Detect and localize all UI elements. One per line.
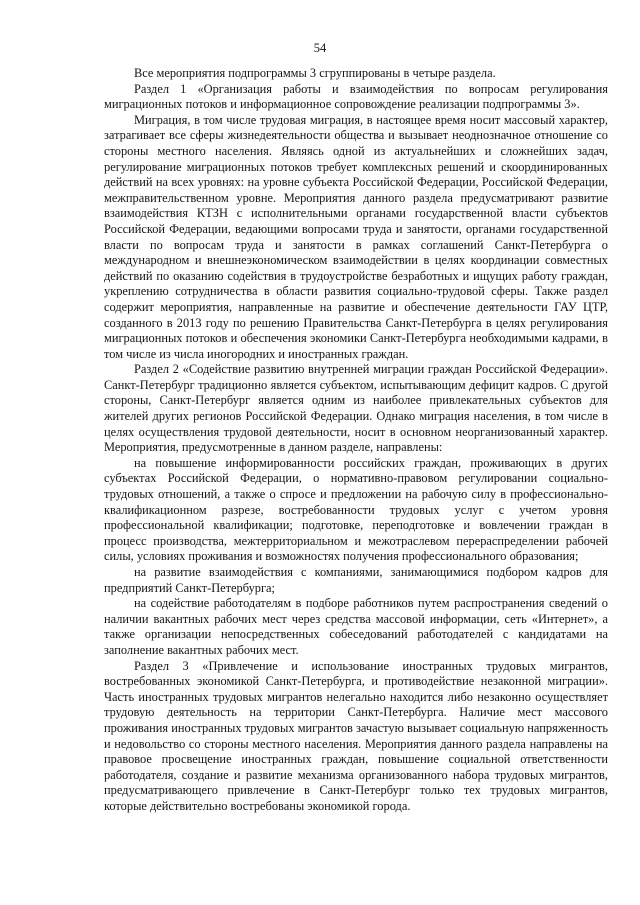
paragraph-section-1-title: Раздел 1 «Организация работы и взаимодействия по вопросам регулирования миграционных потоков и информационное сопровождение реализации подпрограммы 3». [104,81,608,112]
paragraph-migration: Миграция, в том числе трудовая миграция, в настоящее время носит массовый характер, затрагивает все сферы жизнедеятельности общества и вызывает неоднозначное отношение со стороны местного населения. Являясь одной из актуальнейших и сложнейших задач, регулирование миграционных потоков требует комплексных решений и скоординированных действий на всех уровнях: на уровне субъекта Российской Федерации, Российской Федерации, межправительственном уровне. Мероприятия данного раздела предусматривают развитие взаимодействия КТЗН с исполнительными органами государственной власти субъектов Российской Федерации, ведающими вопросами труда и занятости, органами государственной власти по вопросам труда и занятости в рамках соглашений Санкт-Петербурга о международном и внешнеэкономическом взаимодействии в целях координации совместных действий по оказанию содействия в трудоустройстве безработных и ищущих работу граждан, укреплению сотрудничества в области развития социально-трудовой сферы. Также раздел содержит мероприятия, направленные на развитие и обеспечение деятельности ГАУ ЦТР, созданного в 2013 году по решению Правительства Санкт-Петербурга в целях регулирования миграционных потоков и обеспечения экономики Санкт-Петербурга необходимыми кадрами, в том числе из числа иногородних и иностранных граждан. [104,112,608,361]
paragraph-cooperation: на развитие взаимодействия с компаниями, занимающимися подбором кадров для предприятий Санкт-Петербурга; [104,565,608,595]
paragraph-section-2: Раздел 2 «Содействие развитию внутренней миграции граждан Российской Федерации». Санкт-Петербург традиционно является субъектом, испытывающим дефицит кадров. С другой стороны, Санкт-Петербург является одним из наиболее привлекательных субъектов для жителей других регионов Российской Федерации. Однако миграция населения, в том числе в целях осуществления трудовой деятельности, носит в основном неорганизованный характер. Мероприятия, предусмотренные в данном разделе, направлены: [104,362,608,455]
paragraph-intro: Все мероприятия подпрограммы 3 сгруппированы в четыре раздела. [134,66,496,80]
page-number: 54 [313,41,327,55]
paragraph-employers: на содействие работодателям в подборе работников путем распространения сведений о наличии вакантных рабочих мест через средства массовой информации, сеть «Интернет», а также организации непосредственных собеседований работодателей с кандидатами на заполнение вакантных рабочих мест. [104,596,608,657]
paragraph-information: на повышение информированности российских граждан, проживающих в других субъектах Российской Федерации, о нормативно-правовом регулировании социально-трудовых отношений, а также о спросе и предложении на рабочую силу в профессионально-квалификационном разрезе, востребованности трудовых услуг с учетом уровня профессиональной квалификации; подготовке, переподготовке и вовлечении граждан в процесс производства, межтерриториальном и межотраслевом перераспределении рабочей силы, условиях проживания и возможностях получения профессионального образования; [104,455,608,564]
document-body [104,66,608,815]
paragraph-section-3: Раздел 3 «Привлечение и использование иностранных трудовых мигрантов, востребованных экономикой Санкт-Петербурга, и противодействие незаконной миграции». Часть иностранных трудовых мигрантов нелегально находится либо незаконно осуществляет трудовую деятельность на территории Санкт-Петербурга. Наличие мест массового проживания иностранных трудовых мигрантов зачастую вызывает социальную напряженность и недовольство со стороны местного населения. Мероприятия данного раздела направлены на правовое просвещение иностранных граждан, повышение социальной ответственности работодателя, создание и развитие механизма организованного набора трудовых мигрантов, предусматривающего привлечение в Санкт-Петербург только тех трудовых мигрантов, которые действительно востребованы экономикой города. [104,658,608,813]
